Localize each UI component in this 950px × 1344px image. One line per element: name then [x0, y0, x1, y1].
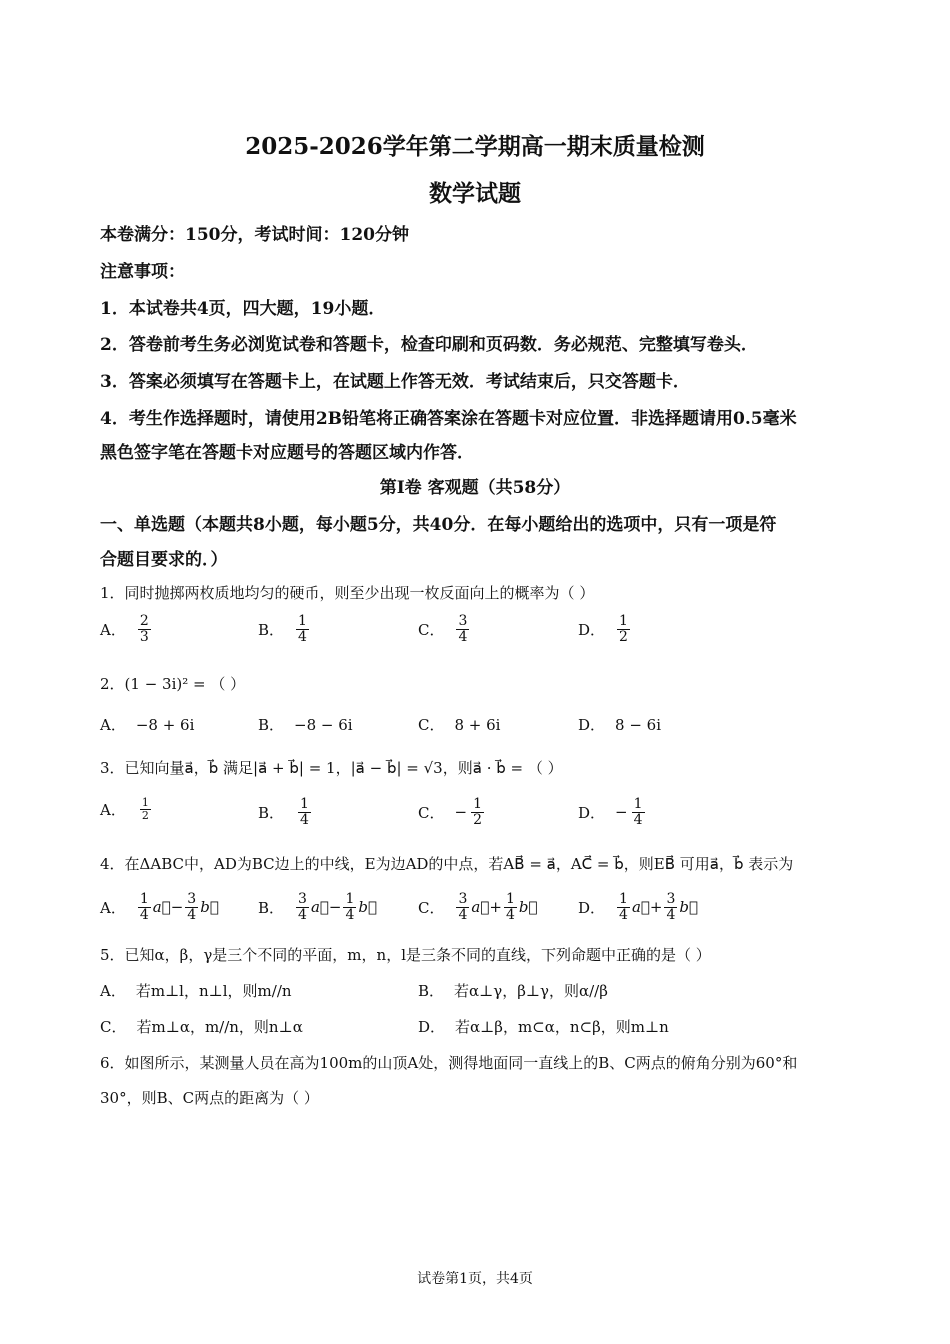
fraction — [504, 892, 517, 922]
option-text: 8 − 6i — [615, 715, 662, 734]
notice-heading: 注意事项： — [100, 262, 185, 282]
denominator: 4 — [139, 906, 149, 923]
numerator: 1 — [298, 613, 307, 629]
vector-b: b⃗ — [518, 898, 538, 917]
option-label: B． — [258, 898, 285, 917]
notice-item: 2．答卷前考生务必浏览试卷和答题卡，检查印刷和页码数．务必规范、完整填写卷头． — [100, 335, 758, 355]
denominator: 4 — [300, 811, 309, 828]
denominator: 4 — [666, 906, 676, 923]
numerator: 3 — [298, 891, 307, 907]
option-label: C． — [100, 1018, 127, 1036]
numerator: 1 — [139, 891, 149, 907]
fraction — [456, 614, 469, 644]
option-label: A． — [100, 982, 126, 1000]
option-text: 若m⊥α，m//n，则n⊥α — [136, 1018, 303, 1036]
sign: − — [615, 803, 628, 822]
fraction — [617, 892, 630, 922]
fraction — [664, 892, 677, 922]
question-stem: 4．在ΔABC中，AD为BC边上的中线，E为边AD的中点，若AB⃗ = a⃗，AC⃗ = b⃗，则EB⃗ 可用a⃗，b⃗ 表示为 — [100, 855, 794, 873]
option-d — [578, 892, 698, 922]
numerator: 3 — [666, 891, 676, 907]
operator: − — [328, 898, 342, 917]
fraction — [138, 892, 151, 922]
vector-b: b⃗ — [679, 898, 699, 917]
fraction — [140, 797, 151, 821]
operator: + — [489, 898, 502, 917]
question-stem: 5．已知α，β，γ是三个不同的平面，m，n，l是三条不同的直线，下列命题中正确的是（ ） — [100, 946, 711, 964]
option-c — [100, 1016, 303, 1037]
numerator: 1 — [619, 891, 628, 907]
option-label: B． — [258, 716, 285, 734]
fraction — [471, 797, 484, 827]
vector-a: a⃗ — [152, 898, 171, 917]
numerator: 1 — [473, 796, 482, 812]
notice-item: 1．本试卷共4页，四大题，19小题． — [100, 299, 386, 319]
numerator: 1 — [633, 796, 643, 812]
option-label: B． — [258, 620, 285, 639]
option-label: D． — [578, 898, 606, 917]
option-d — [578, 714, 661, 735]
option-label: D． — [578, 716, 606, 734]
vector-a: a⃗ — [471, 898, 490, 917]
part-instruction: 合题目要求的．） — [100, 550, 228, 570]
vector-a: a⃗ — [631, 898, 650, 917]
option-a — [100, 892, 219, 922]
option-text: −8 + 6i — [135, 715, 195, 734]
option-a — [100, 797, 153, 821]
option-label: A． — [100, 800, 126, 819]
question-stem: 6．如图所示，某测量人员在高为100m的山顶A处，测得地面同一直线上的B、C两点的俯角分别为60°和 — [100, 1054, 798, 1072]
notice-item: 3．答案必须填写在答题卡上，在试题上作答无效．考试结束后，只交答题卡． — [100, 372, 690, 392]
option-b — [258, 797, 313, 827]
fraction — [617, 614, 630, 644]
fraction — [138, 614, 151, 644]
numerator: 3 — [187, 891, 197, 907]
denominator: 4 — [298, 906, 307, 923]
option-label: A． — [100, 716, 126, 734]
option-a — [100, 980, 292, 1001]
denominator: 4 — [345, 906, 355, 923]
denominator: 4 — [187, 906, 197, 923]
denominator: 4 — [619, 906, 628, 923]
option-b — [258, 614, 311, 644]
sign: − — [454, 803, 468, 822]
denominator: 4 — [458, 628, 468, 645]
option-text: −8 − 6i — [294, 715, 353, 734]
option-text: 8 + 6i — [454, 715, 501, 734]
option-c — [418, 892, 537, 922]
option-label: C． — [418, 898, 445, 917]
part-instruction: 一、单选题（本题共8小题，每小题5分，共40分．在每小题给出的选项中，只有一项是符 — [100, 515, 777, 535]
page-footer: 试卷第1页，共4页 — [417, 1271, 533, 1287]
exam-subtitle: 数学试题 — [429, 180, 521, 207]
numerator: 1 — [300, 796, 309, 812]
option-a — [100, 614, 153, 644]
vector-b: b⃗ — [200, 898, 219, 917]
numerator: 1 — [619, 613, 628, 629]
option-label: A． — [100, 620, 126, 639]
option-d — [578, 614, 632, 644]
denominator: 4 — [458, 906, 468, 923]
fraction — [632, 797, 645, 827]
option-label: C． — [418, 620, 445, 639]
denominator: 2 — [619, 628, 628, 645]
notice-item: 黑色签字笔在答题卡对应题号的答题区域内作答． — [100, 443, 474, 463]
question-stem: 30°，则B、C两点的距离为（ ） — [100, 1089, 319, 1107]
option-c — [418, 614, 471, 644]
option-text: 若α⊥β，m⊂α，n⊂β，则m⊥n — [455, 1018, 669, 1036]
vector-a: a⃗ — [310, 898, 329, 917]
option-b — [258, 892, 377, 922]
option-label: C． — [418, 803, 445, 822]
fraction — [185, 892, 198, 922]
denominator: 4 — [298, 628, 307, 645]
option-a — [100, 714, 194, 735]
option-label: D． — [578, 620, 606, 639]
option-text: 若α⊥γ，β⊥γ，则α//β — [454, 982, 608, 1000]
option-c — [418, 714, 500, 735]
option-text: 若m⊥l，n⊥l，则m//n — [135, 982, 292, 1000]
numerator: 1 — [141, 796, 149, 809]
denominator: 4 — [505, 906, 515, 923]
option-label: D． — [578, 803, 606, 822]
option-label: C． — [418, 716, 445, 734]
score-time: 本卷满分：150分，考试时间：120分钟 — [100, 225, 409, 245]
notice-item: 4．考生作选择题时，请使用2B铅笔将正确答案涂在答题卡对应位置．非选择题请用0.5毫米 — [100, 409, 797, 429]
fraction — [296, 614, 309, 644]
denominator: 3 — [139, 628, 149, 645]
option-d — [418, 1016, 669, 1037]
option-label: D． — [418, 1018, 446, 1036]
option-label: B． — [418, 982, 445, 1000]
fraction — [296, 892, 309, 922]
question-stem: 2．(1 − 3i)² = （ ） — [100, 675, 246, 693]
option-b — [258, 714, 353, 735]
numerator: 3 — [458, 613, 468, 629]
denominator: 2 — [141, 808, 149, 822]
operator: − — [170, 898, 184, 917]
section-title: 第I卷 客观题（共58分） — [379, 478, 571, 498]
numerator: 1 — [345, 891, 355, 907]
question-stem: 1．同时抛掷两枚质地均匀的硬币，则至少出现一枚反面向上的概率为（ ） — [100, 584, 595, 602]
denominator: 4 — [633, 811, 643, 828]
question-stem: 3．已知向量a⃗，b⃗ 满足|a⃗ + b⃗| = 1，|a⃗ − b⃗| = √3，则a⃗ · b⃗ = （ ） — [100, 759, 563, 777]
numerator: 2 — [139, 613, 149, 629]
numerator: 3 — [458, 891, 468, 907]
option-c — [418, 797, 486, 827]
fraction — [343, 892, 356, 922]
fraction — [298, 797, 311, 827]
operator: + — [649, 898, 663, 917]
option-label: B． — [258, 803, 285, 822]
vector-b: b⃗ — [358, 898, 378, 917]
exam-title: 2025-2026学年第二学期高一期末质量检测 — [245, 133, 705, 160]
option-label: A． — [100, 898, 126, 917]
numerator: 1 — [505, 891, 515, 907]
fraction — [456, 892, 469, 922]
option-b — [418, 980, 608, 1001]
denominator: 2 — [473, 811, 482, 828]
option-d — [578, 797, 647, 827]
